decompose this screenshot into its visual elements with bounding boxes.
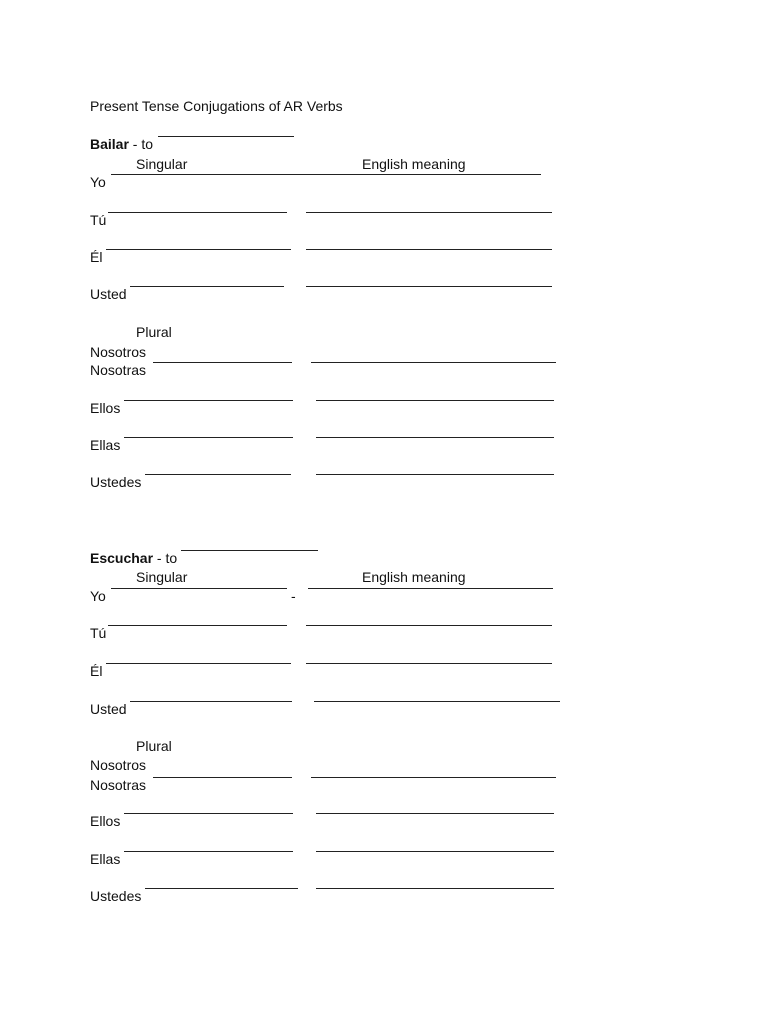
conjugation-blank-el[interactable] <box>106 249 291 250</box>
meaning-blank-ustedes[interactable] <box>316 888 554 889</box>
pronoun-label-ellos: Ellos <box>90 400 121 416</box>
page-title: Present Tense Conjugations of AR Verbs <box>90 98 343 114</box>
meaning-blank-yo[interactable] <box>308 588 553 589</box>
conjugation-blank-ellas[interactable] <box>124 851 293 852</box>
meaning-blank-ellos[interactable] <box>316 400 554 401</box>
verb-name: Escuchar <box>90 550 154 566</box>
pronoun-label-ustedes: Ustedes <box>90 888 142 904</box>
meaning-blank-nosotras[interactable] <box>311 777 556 778</box>
meaning-blank-usted[interactable] <box>306 286 552 287</box>
pronoun-label-ustedes: Ustedes <box>90 474 142 490</box>
pronoun-label-el: Él <box>90 249 103 265</box>
conjugation-blank-el[interactable] <box>106 663 291 664</box>
meaning-blank-ustedes[interactable] <box>316 474 554 475</box>
verb-heading-escuchar <box>90 550 177 566</box>
meaning-blank-usted[interactable] <box>314 701 560 702</box>
conjugation-blank-usted[interactable] <box>130 286 284 287</box>
plural-header: Plural <box>136 324 172 340</box>
pronoun-label-usted: Usted <box>90 701 127 717</box>
conjugation-blank-yo[interactable] <box>111 174 541 175</box>
singular-header: Singular <box>136 156 188 172</box>
english-meaning-header: English meaning <box>362 156 466 172</box>
pronoun-label-tu: Tú <box>90 212 107 228</box>
conjugation-blank-ustedes[interactable] <box>145 474 291 475</box>
conjugation-blank-nosotras[interactable] <box>153 777 292 778</box>
pronoun-label-tu: Tú <box>90 625 107 641</box>
meaning-blank-el[interactable] <box>306 249 552 250</box>
verb-heading-bailar <box>90 136 153 152</box>
pronoun-label-nosotros: Nosotros <box>90 344 147 360</box>
verb-to-text: - to <box>153 550 178 566</box>
pronoun-label-nosotras: Nosotras <box>90 777 147 793</box>
conjugation-blank-yo[interactable] <box>111 588 287 589</box>
meaning-blank-nosotras[interactable] <box>311 362 556 363</box>
dash-separator: - <box>291 588 296 604</box>
conjugation-blank-ellos[interactable] <box>124 813 293 814</box>
verb-name: Bailar <box>90 136 129 152</box>
verb-to-text: - to <box>128 136 154 152</box>
pronoun-label-ellas: Ellas <box>90 851 121 867</box>
pronoun-label-el: Él <box>90 663 103 679</box>
meaning-blank-el[interactable] <box>306 663 552 664</box>
pronoun-label-nosotros: Nosotros <box>90 757 147 773</box>
pronoun-label-nosotras: Nosotras <box>90 362 147 378</box>
singular-header: Singular <box>136 569 188 585</box>
conjugation-blank-usted[interactable] <box>130 701 292 702</box>
meaning-blank-tu[interactable] <box>306 625 552 626</box>
meaning-blank-tu[interactable] <box>306 212 552 213</box>
verb-meaning-blank[interactable] <box>181 550 318 551</box>
conjugation-blank-nosotras[interactable] <box>153 362 292 363</box>
pronoun-label-yo: Yo <box>90 174 106 190</box>
conjugation-blank-tu[interactable] <box>108 212 287 213</box>
conjugation-blank-ellos[interactable] <box>124 400 293 401</box>
meaning-blank-ellos[interactable] <box>316 813 554 814</box>
meaning-blank-ellas[interactable] <box>316 437 554 438</box>
pronoun-label-yo: Yo <box>90 588 106 604</box>
pronoun-label-ellas: Ellas <box>90 437 121 453</box>
conjugation-blank-ustedes[interactable] <box>145 888 298 889</box>
conjugation-blank-ellas[interactable] <box>124 437 293 438</box>
verb-meaning-blank[interactable] <box>158 136 294 137</box>
pronoun-label-usted: Usted <box>90 286 127 302</box>
meaning-blank-ellas[interactable] <box>316 851 554 852</box>
pronoun-label-ellos: Ellos <box>90 813 121 829</box>
english-meaning-header: English meaning <box>362 569 466 585</box>
plural-header: Plural <box>136 738 172 754</box>
conjugation-blank-tu[interactable] <box>108 625 287 626</box>
